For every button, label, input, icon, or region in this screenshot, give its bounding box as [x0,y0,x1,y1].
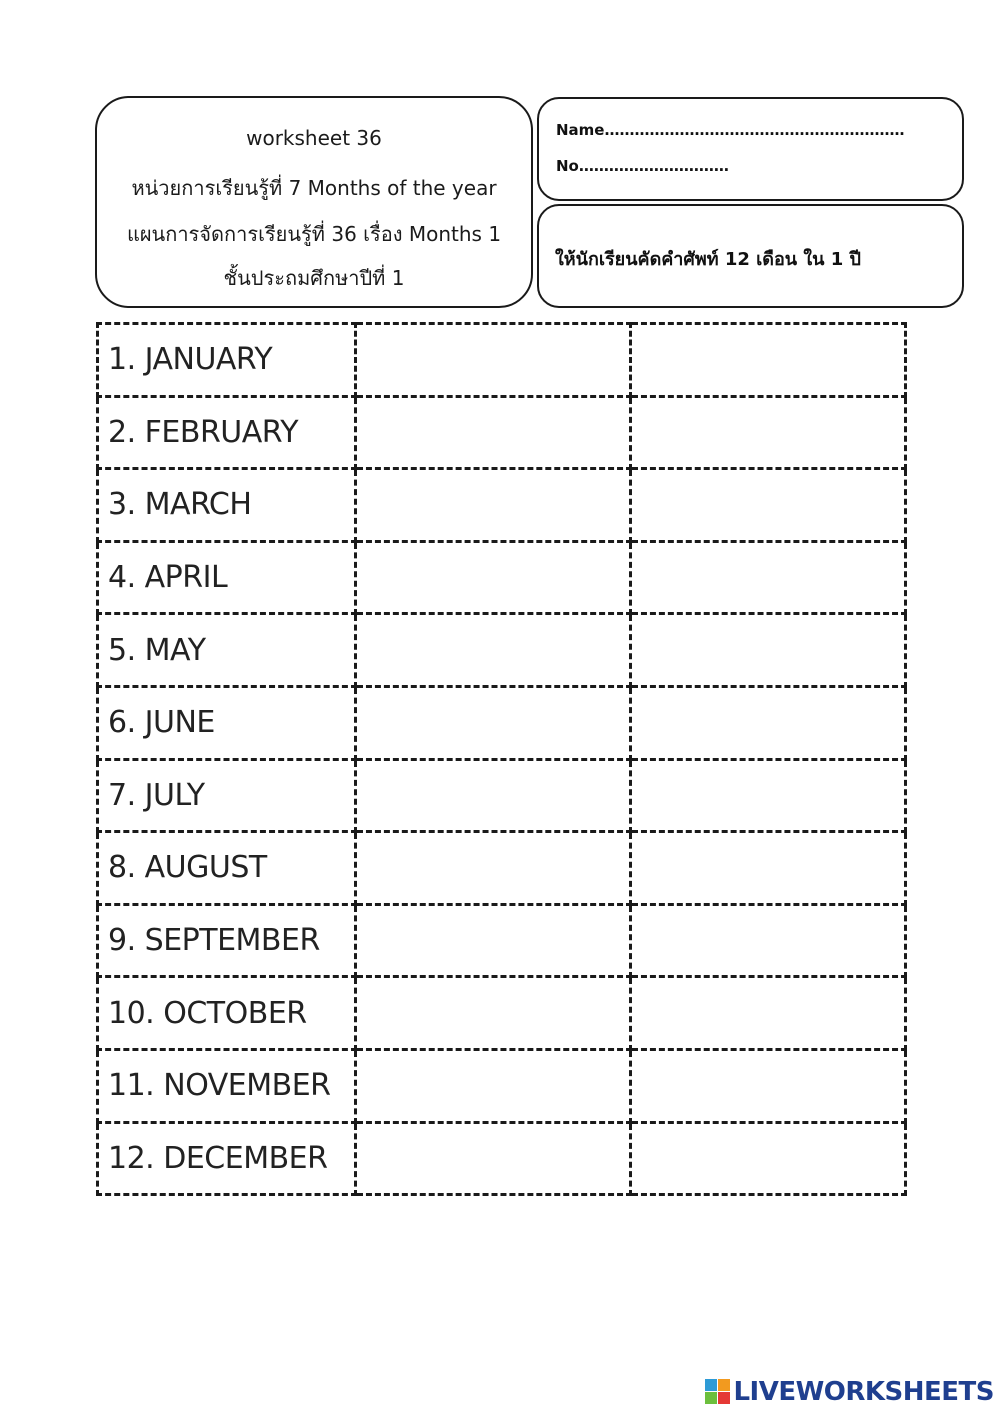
month-label: 11. NOVEMBER [98,1049,356,1122]
copy-answer-cell[interactable] [631,759,906,832]
table-row [98,396,906,469]
unit-title: หน่วยการเรียนรู้ที่ 7 Months of the year [131,176,497,200]
month-label: 5. MAY [98,614,356,687]
month-label: 8. AUGUST [98,832,356,905]
student-info-box [537,97,964,201]
instruction-text: ให้นักเรียนคัดคำศัพท์ 12 เดือน ใน 1 ปี [555,249,861,270]
copy-answer-cell[interactable] [631,1122,906,1195]
table-row [98,686,906,759]
copy-answer-cell[interactable] [356,469,631,542]
copy-answer-cell[interactable] [631,469,906,542]
table-row [98,759,906,832]
copy-answer-cell[interactable] [631,832,906,905]
name-field[interactable]: Name…………………………………………………… [556,121,905,139]
month-label: 9. SEPTEMBER [98,904,356,977]
copy-answer-cell[interactable] [631,614,906,687]
month-label: 4. APRIL [98,541,356,614]
table-row [98,324,906,397]
copy-answer-cell[interactable] [356,686,631,759]
copy-answer-cell[interactable] [356,614,631,687]
lesson-plan-title: แผนการจัดการเรียนรู้ที่ 36 เรื่อง Months 1 [126,222,502,246]
month-label: 2. FEBRUARY [98,396,356,469]
copy-answer-cell[interactable] [356,396,631,469]
liveworksheets-logo-icon [705,1379,731,1405]
copy-answer-cell[interactable] [631,904,906,977]
month-label: 3. MARCH [98,469,356,542]
table-row [98,469,906,542]
copy-answer-cell[interactable] [356,1122,631,1195]
table-row [98,904,906,977]
worksheet-title-box [95,96,533,308]
liveworksheets-logo [705,1377,994,1407]
worksheet-number: worksheet 36 [246,126,382,150]
month-label: 6. JUNE [98,686,356,759]
copy-answer-cell[interactable] [356,324,631,397]
table-row [98,614,906,687]
copy-answer-cell[interactable] [356,977,631,1050]
copy-answer-cell[interactable] [631,686,906,759]
copy-answer-cell[interactable] [356,759,631,832]
table-row [98,541,906,614]
copy-answer-cell[interactable] [356,904,631,977]
number-field[interactable]: No………………………… [556,157,729,175]
month-label: 12. DECEMBER [98,1122,356,1195]
month-label: 7. JULY [98,759,356,832]
table-row [98,1122,906,1195]
copy-answer-cell[interactable] [631,324,906,397]
month-label: 10. OCTOBER [98,977,356,1050]
copy-answer-cell[interactable] [631,977,906,1050]
table-row [98,832,906,905]
month-label: 1. JANUARY [98,324,356,397]
table-row [98,1049,906,1122]
copy-answer-cell[interactable] [631,1049,906,1122]
table-row [98,977,906,1050]
copy-answer-cell[interactable] [631,541,906,614]
copy-answer-cell[interactable] [631,396,906,469]
grade-level: ชั้นประถมศึกษาปีที่ 1 [223,266,405,290]
copy-answer-cell[interactable] [356,832,631,905]
copy-answer-cell[interactable] [356,541,631,614]
liveworksheets-logo-text: LIVEWORKSHEETS [733,1377,994,1407]
copy-answer-cell[interactable] [356,1049,631,1122]
instruction-box [537,204,964,308]
month-copy-table [96,322,907,1196]
